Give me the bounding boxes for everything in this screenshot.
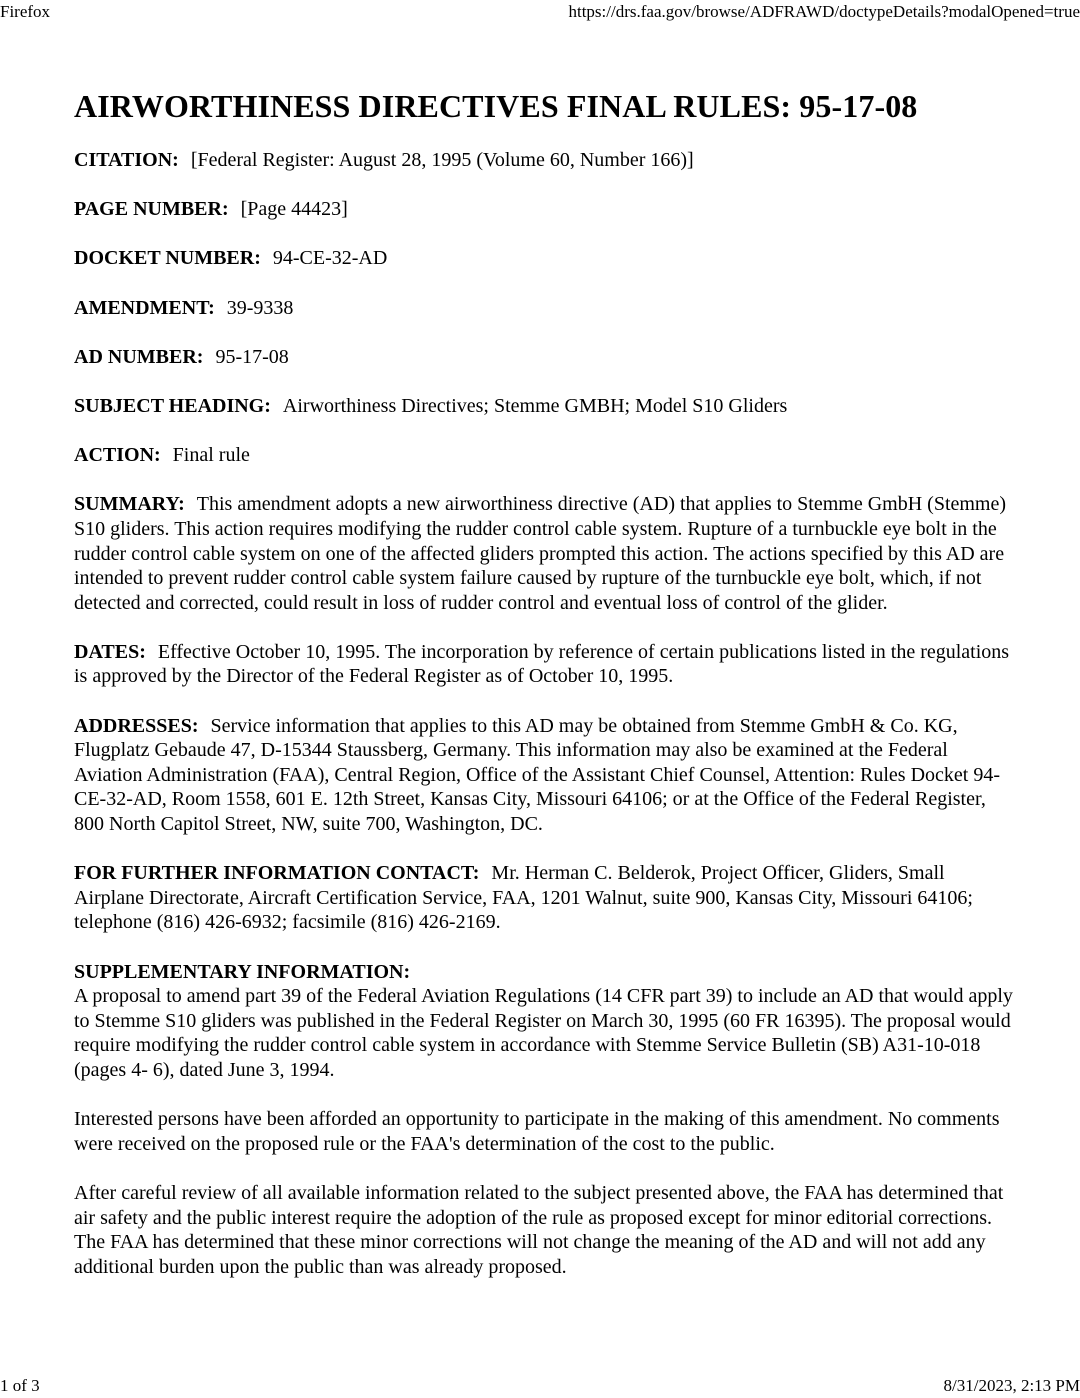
- browser-name: Firefox: [0, 2, 51, 21]
- action-label: ACTION:: [74, 444, 161, 467]
- print-header: [0, 0, 1080, 24]
- page-number-label: PAGE NUMBER:: [74, 198, 229, 221]
- citation-value: [Federal Register: August 28, 1995 (Volume 60, Number 166)]: [190, 149, 694, 171]
- amendment-value: 39-9338: [226, 296, 294, 319]
- document-title: AIRWORTHINESS DIRECTIVES FINAL RULES: 95-17-08: [74, 88, 918, 124]
- summary-field: [74, 492, 1014, 615]
- action-value: Final rule: [172, 444, 250, 467]
- page-number-field: [74, 197, 1014, 222]
- page-indicator: 1 of 3: [0, 1376, 40, 1395]
- further-info-field: [74, 861, 1014, 935]
- print-footer: [0, 1374, 1080, 1398]
- docket-number-field: [74, 246, 1014, 271]
- subject-heading-value: Airworthiness Directives; Stemme GMBH; Model S10 Gliders: [282, 394, 788, 417]
- dates-label: DATES:: [74, 640, 146, 663]
- ad-number-label: AD NUMBER:: [74, 345, 204, 368]
- supplementary-paragraph: Interested persons have been afforded an opportunity to participate in the making of this amendment. No comments were received on the proposed rule or the FAA's determination of the cost to the public.: [74, 1108, 1000, 1155]
- ad-number-field: [74, 345, 1014, 370]
- amendment-label: AMENDMENT:: [74, 296, 215, 319]
- document-body: [74, 84, 1014, 1304]
- citation-field: [74, 148, 1014, 173]
- dates-field: [74, 640, 1014, 689]
- supplementary-paragraph: A proposal to amend part 39 of the Federal Aviation Regulations (14 CFR part 39) to include an AD that would apply to Stemme S10 gliders was published in the Federal Register on March 30, 1995 (60 FR 16395). The proposal would require modifying the rudder control cable system in accordance with Stemme Service Bulletin (SB) A31-10-018 (pages 4- 6), dated June 3, 1994.: [74, 985, 1013, 1081]
- ad-number-value: 95-17-08: [215, 345, 289, 368]
- addresses-text: Service information that applies to this AD may be obtained from Stemme GmbH & Co. KG, Flugplatz Gebaude 47, D-15344 Staussberg, Germany. This information may also be examined at the Federal Aviation Administration (FAA), Central Region, Office of the Assistant Chief Counsel, Attention: Rules Docket 94-CE-32-AD, Room 1558, 601 E. 12th Street, Kansas City, Missouri 64106; or at the Office of the Federal Register, 800 North Capitol Street, NW, suite 700, Washington, DC.: [74, 714, 1000, 836]
- supplementary-field: [74, 960, 1014, 1280]
- supplementary-label: SUPPLEMENTARY INFORMATION:: [74, 960, 411, 983]
- further-info-text: Mr. Herman C. Belderok, Project Officer, Gliders, Small Airplane Directorate, Aircraft Certification Service, FAA, 1201 Walnut, suite 900, Kansas City, Missouri 64106; telephone (816) 426-6932; facsimile (816) 426-2169.: [74, 862, 973, 934]
- print-timestamp: 8/31/2023, 2:13 PM: [943, 1376, 1080, 1395]
- summary-label: SUMMARY:: [74, 493, 185, 516]
- subject-heading-label: SUBJECT HEADING:: [74, 394, 271, 417]
- amendment-field: [74, 296, 1014, 321]
- summary-text: This amendment adopts a new airworthiness directive (AD) that applies to Stemme GmbH (Stemme) S10 gliders. This action requires modifying the rudder control cable system. Rupture of a turnbuckle eye bolt in the rudder control cable system on one of the affected gliders prompted this action. The actions specified by this AD are intended to prevent rudder control cable system failure caused by rupture of the turnbuckle eye bolt, which, if not detected and corrected, could result in loss of rudder control and eventual loss of control of the glider.: [74, 493, 1007, 614]
- docket-number-value: 94-CE-32-AD: [272, 247, 388, 270]
- subject-heading-field: [74, 394, 1014, 419]
- supplementary-paragraph: After careful review of all available information related to the subject presented above, the FAA has determined that air safety and the public interest require the adoption of the rule as proposed except for minor editorial corrections. The FAA has determined that these minor corrections will not change the meaning of the AD and will not add any additional burden upon the public than was already proposed.: [74, 1181, 1004, 1278]
- addresses-field: [74, 714, 1014, 837]
- page-url: https://drs.faa.gov/browse/ADFRAWD/doctypeDetails?modalOpened=true: [568, 2, 1080, 21]
- docket-number-label: DOCKET NUMBER:: [74, 247, 261, 270]
- dates-text: Effective October 10, 1995. The incorporation by reference of certain publications listed in the regulations is approved by the Director of the Federal Register as of October 10, 1995.: [74, 640, 1010, 688]
- addresses-label: ADDRESSES:: [74, 714, 199, 737]
- action-field: [74, 443, 1014, 468]
- further-info-label: FOR FURTHER INFORMATION CONTACT:: [74, 862, 480, 885]
- citation-label: CITATION:: [74, 149, 179, 171]
- page-number-value: [Page 44423]: [240, 198, 348, 221]
